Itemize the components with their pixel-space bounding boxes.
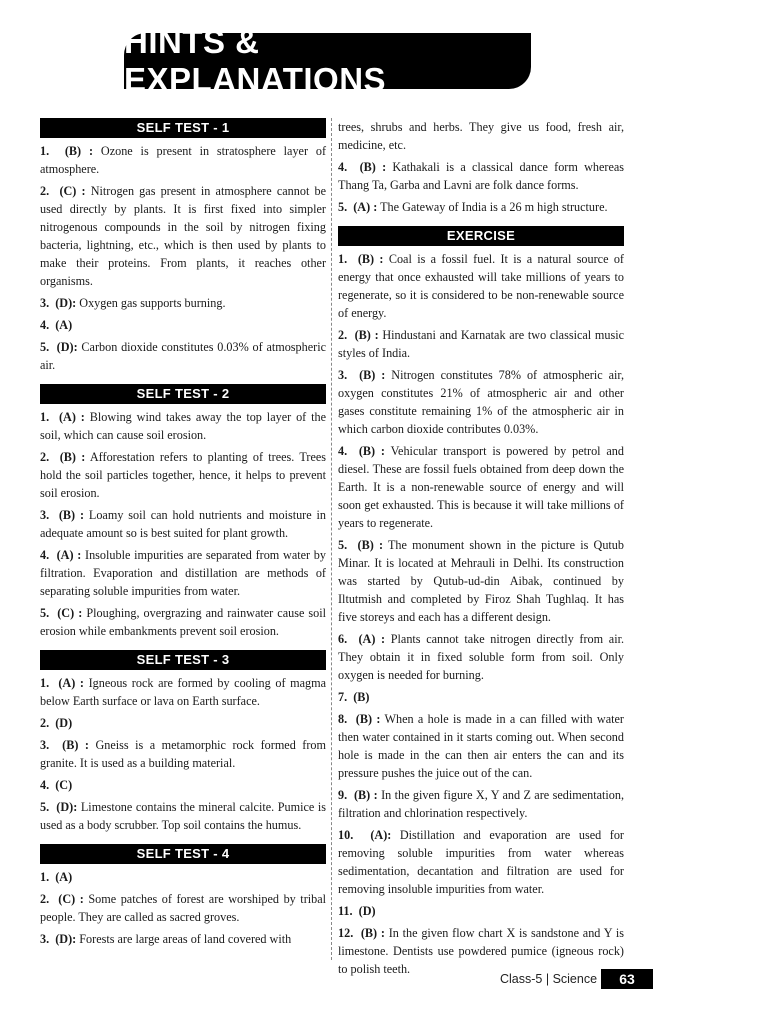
answer-item: [40, 604, 326, 640]
answer-item: [40, 890, 326, 926]
item-number: 3.: [40, 508, 50, 522]
explanation-text: Oxygen gas supports burning.: [79, 296, 226, 310]
explanation-text: In the given figure X, Y and Z are sedimentation, filtration and chlorination respectively.: [338, 788, 625, 820]
explanation-text: In the given flow chart X is sandstone and Y is limestone. Dentists use powdered pumice (igneous rock) to polish teeth.: [338, 926, 625, 976]
answer-key: (D):: [56, 340, 78, 354]
explanation-text: Ploughing, overgrazing and rainwater cause soil erosion while embankments prevent soil erosion.: [40, 606, 327, 638]
answer-item: [40, 930, 326, 948]
answer-key: (A) :: [56, 548, 82, 562]
explanation-text: Insoluble impurities are separated from water by filtration. Evaporation and distillation are methods of separating soluble impurities from water.: [40, 548, 326, 598]
answer-key: (C) :: [58, 892, 84, 906]
section-heading: SELF TEST - 1: [40, 118, 326, 138]
answer-key: (A) :: [58, 676, 84, 690]
explanation-text: Distillation and evaporation are used for removing soluble impurities from water whereas sedimentation, decantation and filtration are used for removing insoluble impurities from water.: [338, 828, 624, 896]
answer-item: [40, 506, 326, 542]
answer-key: (D):: [56, 800, 78, 814]
explanation-text: Afforestation refers to planting of trees. Trees hold the soil particles together, hence, it helps to prevent soil erosion.: [40, 450, 327, 500]
item-number: 5.: [40, 606, 50, 620]
item-number: 8.: [338, 712, 348, 726]
answer-key: (B) :: [62, 738, 89, 752]
section-heading: SELF TEST - 4: [40, 844, 326, 864]
answer-key: (B) :: [357, 538, 384, 552]
explanation-text: Limestone contains the mineral calcite. Pumice is used as a body scrubber. Top soil contains the humus.: [40, 800, 327, 832]
explanation-text: Vehicular transport is powered by petrol and diesel. These are fossil fuels obtained from deep down the Earth. It is a non-renewable source of energy and will soon get exhausted. This is because it will take millions of years to regenerate.: [338, 444, 624, 530]
item-number: 12.: [338, 926, 354, 940]
answer-item: [40, 798, 326, 834]
answer-key: (C) :: [59, 184, 86, 198]
page-number: 63: [601, 969, 653, 989]
item-number: 2.: [338, 328, 348, 342]
explanation-text: Ozone is present in stratosphere layer of atmosphere.: [40, 144, 327, 176]
answer-key: (B) :: [59, 450, 86, 464]
answer-key: (D): [358, 904, 376, 918]
explanation-text: Kathakali is a classical dance form whereas Thang Ta, Garba and Lavni are folk dance forms.: [338, 160, 625, 192]
answer-key: (A) :: [358, 632, 386, 646]
answer-item: [40, 316, 326, 334]
answer-key: (B) :: [360, 926, 385, 940]
answer-item: [40, 448, 326, 502]
item-number: 2.: [40, 892, 50, 906]
answer-key: (B) :: [355, 712, 381, 726]
page-title-banner: [124, 23, 531, 98]
explanation-text: The Gateway of India is a 26 m high structure.: [380, 200, 608, 214]
answer-item: [338, 826, 624, 898]
explanation-text: Nitrogen constitutes 78% of atmospheric air, oxygen constitutes 21% of atmospheric air and other gases constitute remaining 1% of the atmospheric air in which carbon dioxide contributes 0.03%.: [338, 368, 625, 436]
item-number: 3.: [40, 932, 50, 946]
column-divider: [331, 118, 332, 960]
answer-item: [40, 546, 326, 600]
page-title: HINTS & EXPLANATIONS: [124, 23, 387, 98]
item-number: 7.: [338, 690, 348, 704]
item-number: 5.: [338, 200, 348, 214]
answer-key: (B) :: [359, 368, 386, 382]
answer-item: [338, 710, 624, 782]
item-number: 1.: [338, 252, 348, 266]
answer-key: (B) :: [58, 508, 85, 522]
item-number: 2.: [40, 184, 50, 198]
item-number: 3.: [40, 738, 50, 752]
section-heading: SELF TEST - 3: [40, 650, 326, 670]
answer-item: [40, 294, 326, 312]
item-number: 4.: [338, 444, 348, 458]
section-heading: SELF TEST - 2: [40, 384, 326, 404]
answer-key: (B) :: [358, 444, 385, 458]
answer-item: [40, 868, 326, 886]
answer-key: (A): [55, 318, 73, 332]
right-column: [338, 118, 624, 982]
answer-key: (A) :: [58, 410, 85, 424]
item-number: 4.: [40, 778, 50, 792]
answer-item: [40, 776, 326, 794]
explanation-text: trees, shrubs and herbs. They give us food, fresh air, medicine, etc.: [338, 120, 624, 152]
answer-item: [338, 326, 624, 362]
answer-key: (D):: [55, 932, 77, 946]
left-column: [40, 118, 326, 952]
item-number: 4.: [40, 548, 50, 562]
answer-item: [338, 442, 624, 532]
answer-item: [40, 408, 326, 444]
answer-item: [338, 786, 624, 822]
explanation-text: Carbon dioxide constitutes 0.03% of atmospheric air.: [40, 340, 327, 372]
item-number: 10.: [338, 828, 354, 842]
answer-key: (C) :: [57, 606, 83, 620]
explanation-text: Blowing wind takes away the top layer of the soil, which can cause soil erosion.: [40, 410, 327, 442]
item-number: 9.: [338, 788, 348, 802]
answer-key: (D): [55, 716, 73, 730]
answer-key: (B) :: [353, 788, 378, 802]
item-number: 4.: [338, 160, 348, 174]
item-number: 6.: [338, 632, 348, 646]
explanation-text: When a hole is made in a can filled with water then water contained in it starts coming out. When second hole is made in the can then air enters the can and its pressure pushes the juice out of the can.: [338, 712, 624, 780]
page-footer: [500, 969, 653, 989]
answer-key: (D):: [55, 296, 77, 310]
answer-key: (B): [353, 690, 370, 704]
answer-key: (B) :: [357, 252, 384, 266]
answer-item: [338, 198, 624, 216]
footer-label: Class-5 | Science: [500, 972, 598, 986]
item-number: 5.: [40, 800, 50, 814]
item-number: 2.: [40, 716, 50, 730]
answer-item: [338, 630, 624, 684]
answer-key: (B) :: [64, 144, 94, 158]
answer-item: [40, 674, 326, 710]
explanation-text: Gneiss is a metamorphic rock formed from granite. It is used as a building material.: [40, 738, 326, 770]
explanation-text: Coal is a fossil fuel. It is a natural source of energy that once exhausted will take millions of years to regenerate, so it is considered to be non-renewable source of energy.: [338, 252, 624, 320]
item-number: 1.: [40, 870, 50, 884]
answer-item: [338, 158, 624, 194]
item-number: 3.: [338, 368, 348, 382]
item-number: 5.: [40, 340, 50, 354]
item-number: 1.: [40, 676, 50, 690]
item-number: 5.: [338, 538, 348, 552]
answer-key: (A): [55, 870, 73, 884]
explanation-text: Hindustani and Karnatak are two classical music styles of India.: [338, 328, 624, 360]
item-number: 2.: [40, 450, 50, 464]
answer-item: [338, 902, 624, 920]
explanation-text: Forests are large areas of land covered with: [79, 932, 292, 946]
item-number: 3.: [40, 296, 50, 310]
answer-item: [40, 182, 326, 290]
explanation-text: Plants cannot take nitrogen directly from air. They obtain it in fixed soluble form from soil. Only oxygen is needed for burning.: [338, 632, 625, 682]
answer-item: [338, 688, 624, 706]
answer-item: [338, 118, 624, 154]
answer-item: [40, 736, 326, 772]
explanation-text: Some patches of forest are worshiped by tribal people. They are called as sacred groves.: [40, 892, 327, 924]
answer-item: [40, 338, 326, 374]
answer-item: [338, 250, 624, 322]
item-number: 4.: [40, 318, 50, 332]
answer-key: (C): [55, 778, 73, 792]
answer-item: [40, 714, 326, 732]
answer-item: [338, 536, 624, 626]
answer-item: [40, 142, 326, 178]
explanation-text: Nitrogen gas present in atmosphere cannot be used directly by plants. It is first fixed into simpler nitrogenous compounds in the soil by nitrogen fixing bacteria, lightning, etc., which is then used by plants to make their proteins. From plants, it reaches other organisms.: [40, 184, 326, 288]
answer-key: (B) :: [359, 160, 387, 174]
answer-key: (A) :: [353, 200, 378, 214]
answer-item: [338, 366, 624, 438]
section-heading: EXERCISE: [338, 226, 624, 246]
item-number: 1.: [40, 144, 50, 158]
answer-key: (B) :: [354, 328, 379, 342]
explanation-text: Igneous rock are formed by cooling of magma below Earth surface or lava on Earth surface.: [40, 676, 326, 708]
answer-key: (A):: [370, 828, 392, 842]
explanation-text: The monument shown in the picture is Qutub Minar. It is located at Mehrauli in Delhi. Its construction was started by Qutub-ud-din Aibak, continued by Iltutmish and completed by Firoz Shah Tughlaq. It has five storeys and each has a different design.: [338, 538, 624, 624]
item-number: 1.: [40, 410, 50, 424]
item-number: 11.: [338, 904, 353, 918]
explanation-text: Loamy soil can hold nutrients and moisture in adequate amount so is best suited for plant growth.: [40, 508, 326, 540]
